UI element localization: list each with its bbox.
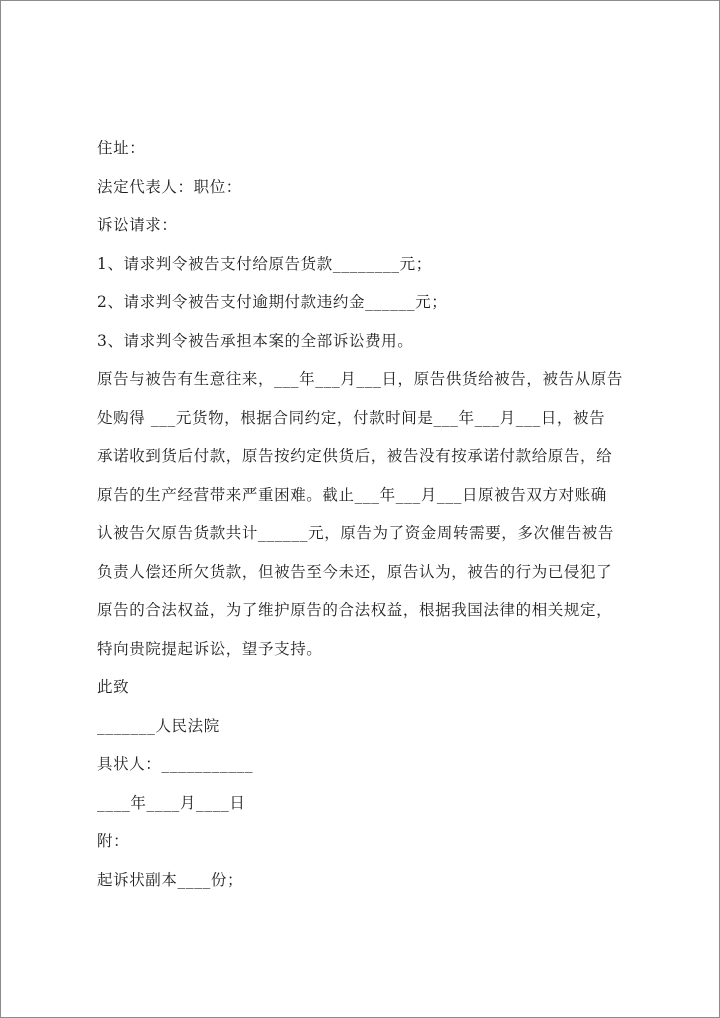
address-label: 住址： — [97, 139, 146, 157]
legal-representative-label: 法定代表人：职位： — [97, 177, 242, 196]
date-line: ____年____月____日 — [97, 793, 246, 812]
facts-line: 原告的合法权益，为了维护原告的合法权益，根据我国法律的相关规定， — [97, 601, 613, 619]
closing-salutation: 此致 — [97, 678, 130, 696]
facts-line: 负责人偿还所欠货款，但被告至今未还，原告认为，被告的行为已侵犯了 — [97, 562, 613, 581]
facts-line: 原告与被告有生意往来，___年___月___日，原告供货给被告，被告从原告 — [97, 370, 623, 388]
claim-item-3: 3、请求判令被告承担本案的全部诉讼费用。 — [97, 331, 414, 350]
attachment-item: 起诉状副本____份； — [97, 870, 244, 889]
facts-line: 特向贵院提起诉讼，望予支持。 — [97, 639, 323, 658]
document-body — [97, 129, 637, 899]
facts-line: 处购得 ___元货物，根据合同约定，付款时间是___年___月___日，被告 — [97, 408, 606, 427]
facts-line: 承诺收到货后付款，原告按约定供货后，被告没有按承诺付款给原告，给 — [97, 447, 613, 465]
facts-line: 认被告欠原告货款共计______元，原告为了资金周转需要，多次催告被告 — [97, 524, 615, 542]
claims-heading: 诉讼请求： — [97, 216, 178, 234]
facts-paragraph — [97, 360, 637, 668]
claim-item-2: 2、请求判令被告支付逾期付款违约金______元； — [97, 293, 448, 311]
facts-line: 原告的生产经营带来严重困难。截止___年___月___日原被告双方对账确 — [97, 485, 607, 504]
attachment-label: 附： — [97, 832, 130, 850]
claim-item-1: 1、请求判令被告支付给原告货款________元； — [97, 254, 432, 273]
court-name: _______人民法院 — [97, 716, 220, 735]
plaintiff-signature: 具状人：___________ — [97, 755, 254, 773]
